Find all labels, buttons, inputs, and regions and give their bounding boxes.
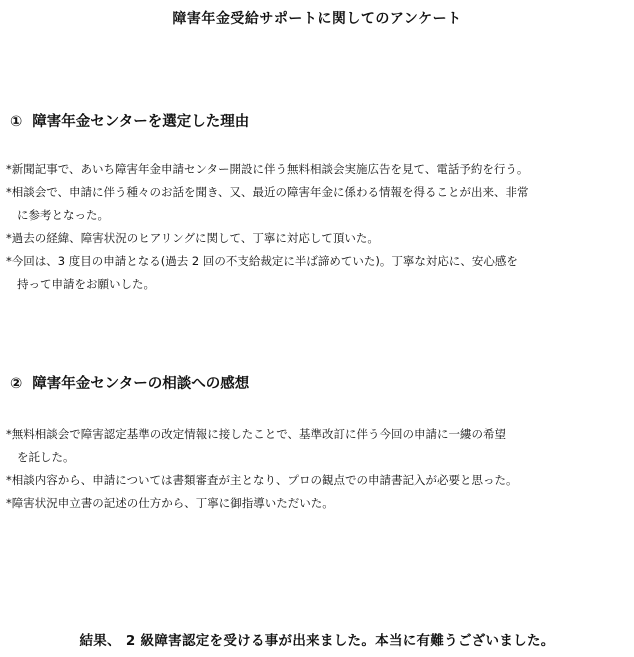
section2-list: [6, 423, 630, 515]
list-item: *相談内容から、申請については書類審査が主となり、プロの観点での申請書記入が必要と思った。: [6, 473, 518, 487]
list-item: *障害状況申立書の記述の仕方から、丁寧に御指導いただいた。: [6, 496, 334, 510]
result-statement: 結果、 2 級障害認定を受ける事が出来ました。本当に有難うございました。: [79, 633, 555, 649]
list-item: *無料相談会で障害認定基準の改定情報に接したことで、基準改訂に伴う今回の申請に一縷の希望 を託した。: [6, 427, 507, 464]
section1-list: [6, 158, 630, 296]
section2-number: ②: [10, 376, 23, 392]
section1-heading: [10, 110, 249, 131]
document-title: 障害年金受給サポートに関してのアンケート: [172, 11, 462, 27]
list-item: *今回は、3 度目の申請となる(過去 2 回の不支給裁定に半ば諦めていた)。丁寧な対応に、安心感を 持って申請をお願いした。: [6, 254, 518, 291]
section2-heading: [10, 372, 249, 393]
section2-heading-text: 障害年金センターの相談への感想: [32, 376, 250, 392]
section1-number: ①: [10, 114, 23, 130]
section1-heading-text: 障害年金センターを選定した理由: [32, 114, 250, 130]
list-item: *過去の経緯、障害状況のヒアリングに関して、丁寧に対応して頂いた。: [6, 231, 379, 245]
list-item: *新聞記事で、あいち障害年金申請センター開設に伴う無料相談会実施広告を見て、電話予約を行う。: [6, 162, 529, 176]
list-item: *相談会で、申請に伴う種々のお話を聞き、又、最近の障害年金に係わる情報を得ることが出来、非常 に参考となった。: [6, 185, 529, 222]
